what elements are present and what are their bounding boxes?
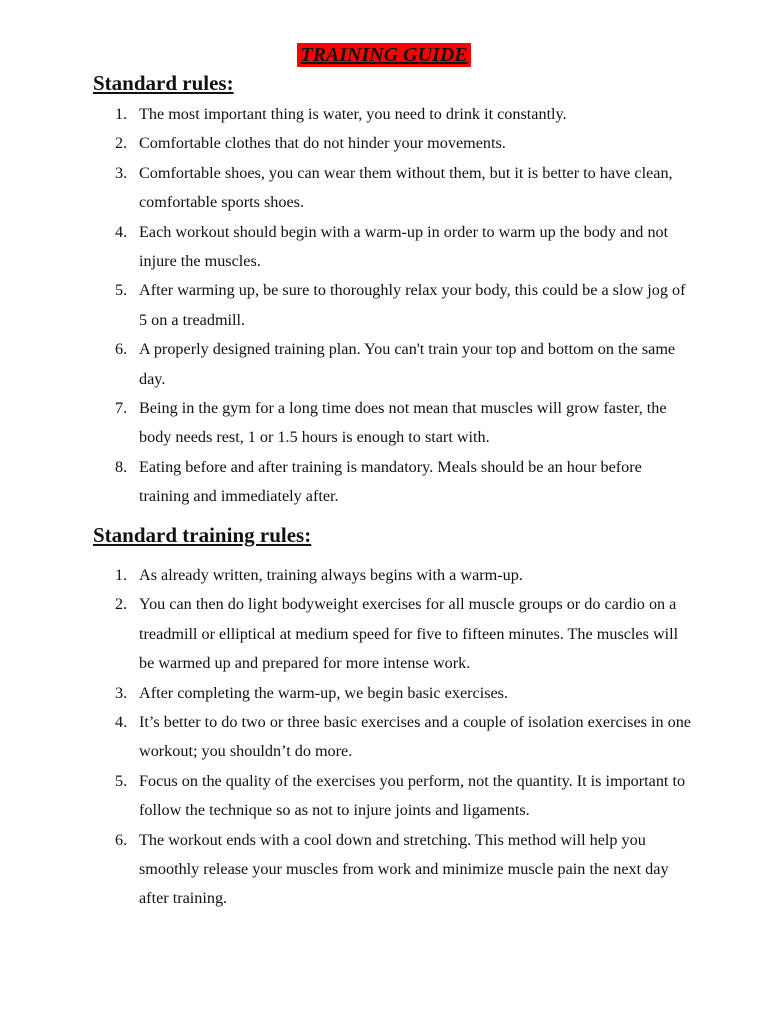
list-item — [93, 826, 693, 914]
list-item — [93, 276, 693, 335]
list-item-text: It’s better to do two or three basic exercises and a couple of isolation exercises in one workout; you shouldn’t do more. — [139, 713, 691, 761]
list-item — [93, 100, 693, 129]
list-item-text: Eating before and after training is mandatory. Meals should be an hour before training and immediately after. — [139, 457, 642, 506]
standard-rules-list — [93, 100, 693, 512]
list-item-number: 2. — [115, 595, 128, 614]
list-item-text: Being in the gym for a long time does not mean that muscles will grow faster, the body needs rest, 1 or 1.5 hours is enough to start with. — [139, 399, 667, 447]
list-item-text: As already written, training always begins with a warm-up. — [139, 566, 523, 584]
list-item — [93, 218, 693, 277]
list-item-number: 3. — [115, 163, 128, 182]
list-item-number: 3. — [115, 683, 128, 702]
list-item-number: 1. — [115, 105, 128, 123]
list-item — [93, 767, 693, 826]
list-item-text: After warming up, be sure to thoroughly relax your body, this could be a slow jog of 5 on a treadmill. — [139, 281, 686, 329]
standard-training-rules-list — [93, 561, 693, 914]
list-item-text: You can then do light bodyweight exercises for all muscle groups or do cardio on a treadmill or elliptical at medium speed for five to fifteen minutes. The muscles will be warmed up and prepared for more intense work. — [139, 595, 679, 673]
list-item-text: Comfortable shoes, you can wear them without them, but it is better to have clean, comfortable sports shoes. — [139, 163, 673, 212]
list-item-number: 5. — [115, 281, 128, 300]
list-item-text: A properly designed training plan. You can't train your top and bottom on the same day. — [139, 340, 676, 388]
list-item — [93, 590, 693, 678]
list-item-number: 6. — [115, 830, 128, 849]
list-item-text: The workout ends with a cool down and stretching. This method will help you smoothly release your muscles from work and minimize muscle pain the next day after training. — [139, 830, 669, 908]
list-item-number: 6. — [115, 340, 128, 359]
list-item-number: 8. — [115, 457, 128, 476]
list-item — [93, 679, 693, 708]
list-item — [93, 335, 693, 394]
list-item-number: 7. — [115, 399, 128, 418]
list-item-number: 1. — [115, 566, 128, 584]
list-item — [93, 453, 693, 512]
list-item — [93, 159, 693, 218]
section-heading-standard-rules: Standard rules: — [93, 71, 234, 95]
list-item — [93, 129, 693, 158]
list-item-text: After completing the warm-up, we begin basic exercises. — [139, 683, 509, 702]
list-item-text: Focus on the quality of the exercises you perform, not the quantity. It is important to follow the technique so as not to injure joints and ligaments. — [139, 771, 686, 820]
document-title: TRAINING GUIDE — [297, 43, 470, 67]
list-item — [93, 708, 693, 767]
list-item-number: 2. — [115, 134, 128, 153]
list-item-text: The most important thing is water, you need to drink it constantly. — [139, 105, 567, 123]
list-item-number: 5. — [115, 771, 128, 790]
section-heading-standard-training-rules: Standard training rules: — [93, 523, 312, 547]
title-container — [0, 43, 768, 67]
list-item-text: Comfortable clothes that do not hinder your movements. — [139, 134, 506, 153]
list-item-number: 4. — [115, 713, 128, 732]
list-item — [93, 561, 693, 590]
list-item — [93, 394, 693, 453]
list-item-number: 4. — [115, 222, 128, 241]
list-item-text: Each workout should begin with a warm-up in order to warm up the body and not injure the muscles. — [139, 222, 669, 271]
